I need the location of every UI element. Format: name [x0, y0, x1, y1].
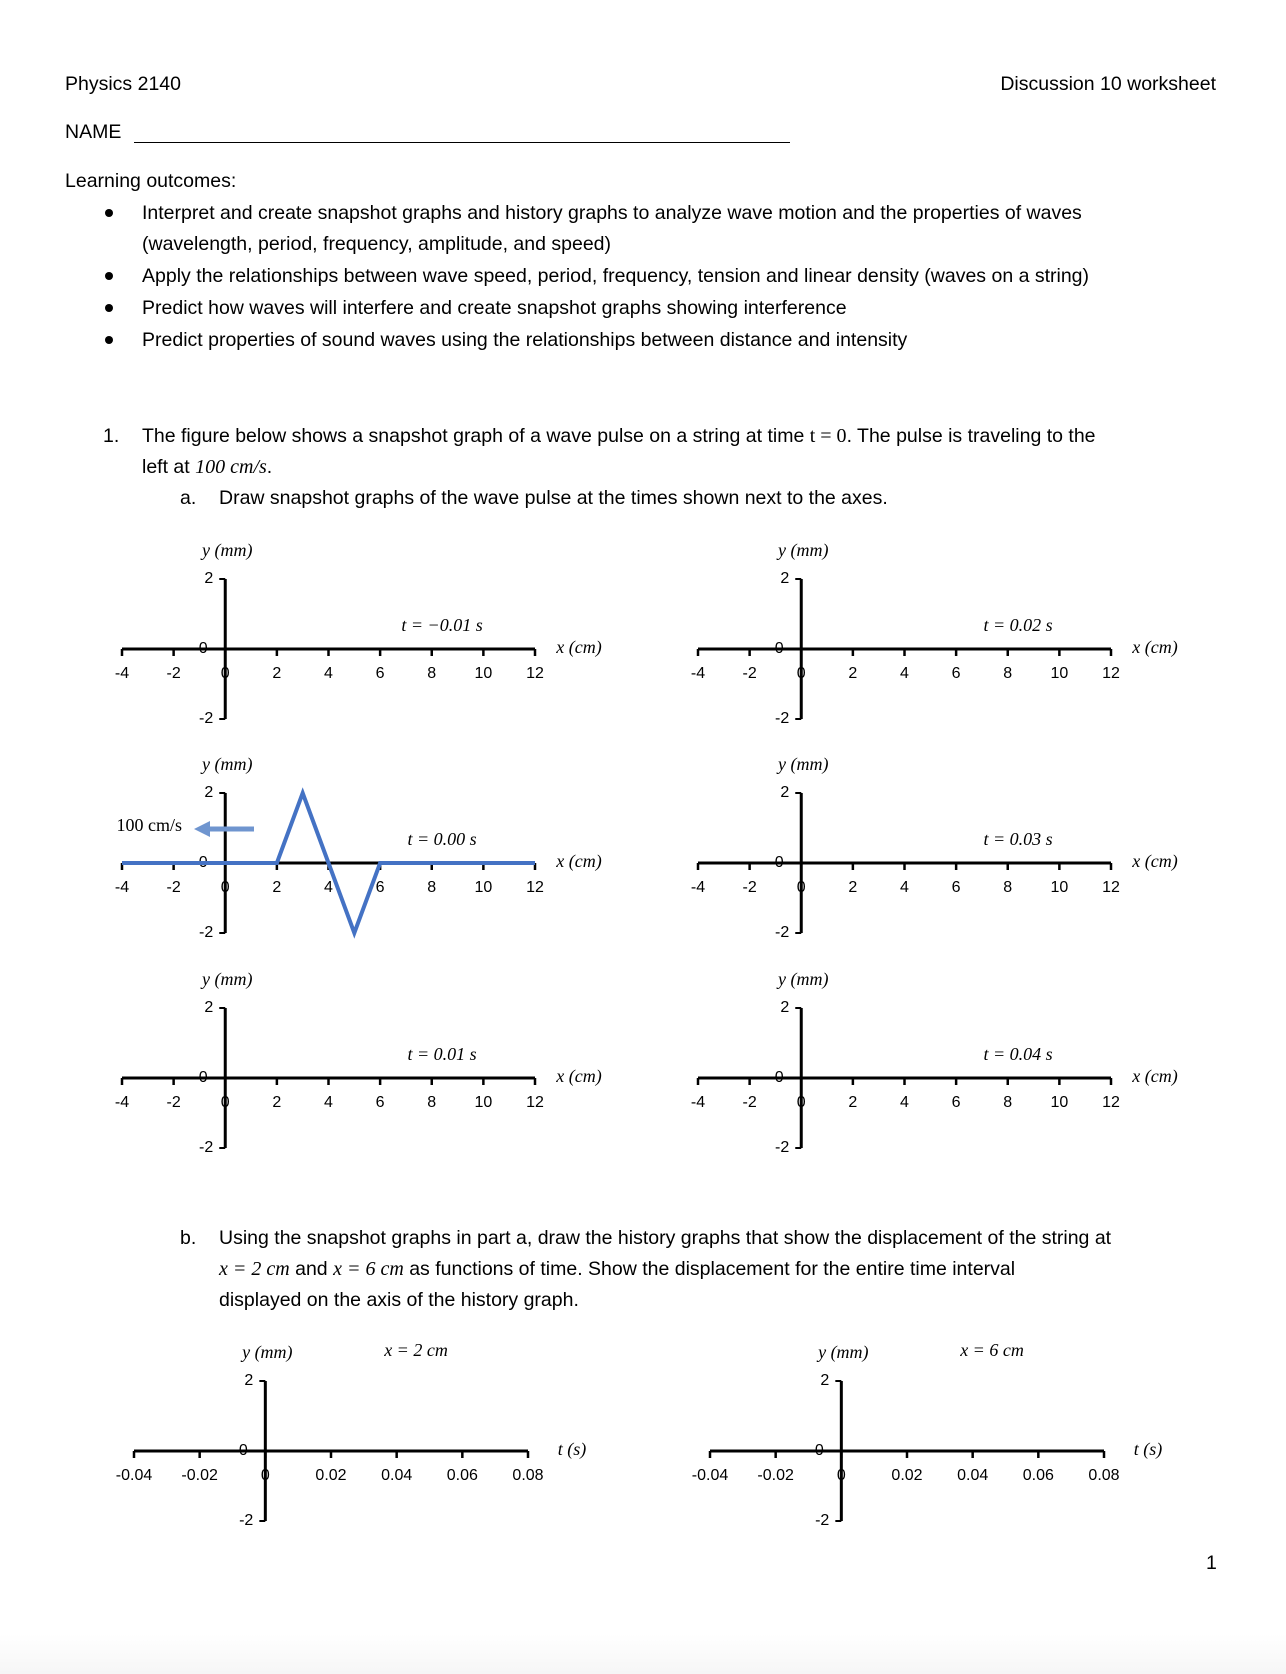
outcome-item: Predict properties of sound waves using the relationships between distance and intensity	[142, 329, 908, 351]
y-tick-label: -2	[199, 924, 214, 942]
y-axis-label: y (mm)	[202, 540, 253, 561]
x-tick-label: 12	[526, 665, 544, 683]
part-b-line1: Using the snapshot graphs in part a, draw the history graphs that show the displacement of the string at	[219, 1227, 1112, 1249]
x-tick-label: 10	[1050, 665, 1069, 683]
y-tick-label: -2	[815, 1512, 830, 1530]
arrow-head-icon	[194, 821, 210, 837]
page-number: 1	[1206, 1552, 1217, 1574]
y-axis-label: y (mm)	[778, 754, 829, 775]
x-tick-label: 10	[1050, 1094, 1069, 1112]
x-tick-label: 12	[1102, 879, 1120, 897]
velocity-label: 100 cm/s	[116, 815, 182, 836]
x-tick-label: 0	[796, 1094, 806, 1112]
time-label: t = 0.00 s	[407, 829, 477, 850]
x-tick-label: 4	[900, 1094, 909, 1112]
x-tick-label: -4	[114, 1094, 130, 1112]
graph-title: x = 6 cm	[960, 1340, 1024, 1361]
x-tick-label: 8	[427, 879, 437, 897]
x-tick-label: 12	[1102, 1094, 1120, 1112]
x-tick-label: -2	[742, 1094, 757, 1112]
graph-3	[115, 754, 602, 941]
name-label: NAME	[65, 121, 122, 143]
outcome-item: Apply the relationships between wave speed, period, frequency, tension and linear density (waves on a string)	[142, 265, 1090, 287]
x-tick-label: 0.02	[891, 1467, 923, 1485]
y-tick-label: 0	[238, 1442, 248, 1460]
x-tick-label: 0	[836, 1467, 846, 1485]
math-t0: t = 0	[809, 425, 847, 447]
graph-5	[115, 969, 602, 1156]
outcome-item: Predict how waves will interfere and create snapshot graphs showing interference	[142, 297, 847, 319]
y-tick-label: -2	[239, 1512, 254, 1530]
x-tick-label: 4	[900, 879, 909, 897]
x-tick-label: 6	[951, 879, 961, 897]
worksheet-title: Discussion 10 worksheet	[1000, 73, 1216, 95]
x-tick-label: -4	[690, 665, 706, 683]
x-tick-label: 8	[1003, 879, 1013, 897]
x-tick-label: 4	[324, 665, 333, 683]
x-tick-label: 2	[848, 1094, 858, 1112]
text: .	[266, 456, 273, 478]
x-tick-label: 0	[220, 879, 230, 897]
x-tick-label: 4	[324, 1094, 333, 1112]
x-tick-label: 0.08	[512, 1467, 544, 1485]
x-tick-label: 12	[526, 1094, 544, 1112]
math-speed: 100 cm/s	[195, 456, 267, 478]
x-tick-label: 12	[1102, 665, 1120, 683]
y-tick-label: 2	[780, 999, 790, 1017]
x-tick-label: 0.02	[315, 1467, 347, 1485]
graph-8	[692, 1340, 1162, 1529]
y-axis-label: y (mm)	[202, 754, 253, 775]
y-tick-label: 0	[774, 854, 784, 872]
x-tick-label: -0.04	[115, 1467, 153, 1485]
time-label: t = −0.01 s	[401, 615, 483, 636]
y-axis-label: y (mm)	[778, 969, 829, 990]
y-tick-label: -2	[775, 924, 790, 942]
x-axis-label: t (s)	[557, 1439, 587, 1460]
course-title: Physics 2140	[65, 73, 181, 95]
part-a-text: Draw snapshot graphs of the wave pulse at the times shown next to the axes.	[219, 487, 888, 509]
x-tick-label: -2	[166, 665, 181, 683]
y-axis-label: y (mm)	[242, 1342, 293, 1363]
pulse-line	[122, 793, 535, 933]
graph-4	[691, 754, 1178, 941]
x-tick-label: -4	[690, 879, 706, 897]
x-tick-label: 2	[272, 665, 282, 683]
x-axis-label: x (cm)	[556, 637, 602, 658]
graph-1	[115, 540, 602, 727]
x-tick-label: 0	[796, 879, 806, 897]
x-tick-label: 10	[474, 665, 493, 683]
x-tick-label: -2	[742, 879, 757, 897]
y-tick-label: 2	[204, 784, 214, 802]
time-label: t = 0.01 s	[407, 1044, 477, 1065]
x-tick-label: -4	[690, 1094, 706, 1112]
y-tick-label: 0	[198, 854, 208, 872]
x-tick-label: 0.06	[446, 1467, 478, 1485]
x-tick-label: -4	[114, 879, 130, 897]
x-tick-label: 2	[272, 1094, 282, 1112]
graph-7	[116, 1340, 586, 1529]
x-tick-label: 0.04	[381, 1467, 413, 1485]
y-tick-label: -2	[199, 1139, 214, 1157]
x-axis-label: x (cm)	[556, 851, 602, 872]
x-tick-label: -4	[114, 665, 130, 683]
x-tick-label: -2	[166, 879, 181, 897]
x-tick-label: 8	[1003, 665, 1013, 683]
x-tick-label: 2	[848, 879, 858, 897]
outcomes-heading: Learning outcomes:	[65, 170, 237, 192]
x-tick-label: -2	[742, 665, 757, 683]
x-tick-label: 10	[474, 879, 493, 897]
y-tick-label: 2	[244, 1372, 254, 1390]
y-tick-label: 0	[198, 1069, 208, 1087]
y-tick-label: 0	[814, 1442, 824, 1460]
x-tick-label: 0	[796, 665, 806, 683]
x-tick-label: 6	[375, 665, 385, 683]
y-axis-label: y (mm)	[778, 540, 829, 561]
y-axis-label: y (mm)	[818, 1342, 869, 1363]
x-tick-label: -0.02	[181, 1467, 218, 1485]
part-a-label: a.	[180, 487, 197, 509]
time-label: t = 0.04 s	[983, 1044, 1053, 1065]
graph-6	[691, 969, 1178, 1156]
y-tick-label: -2	[775, 710, 790, 728]
x-axis-label: t (s)	[1133, 1439, 1163, 1460]
x-tick-label: -2	[166, 1094, 181, 1112]
page-bottom	[0, 1634, 1286, 1674]
text: and	[289, 1258, 334, 1280]
x-tick-label: 4	[900, 665, 909, 683]
math-x2: x = 2 cm	[219, 1258, 290, 1280]
outcome-item: Interpret and create snapshot graphs and history graphs to analyze wave motion and the properties of waves	[142, 202, 1082, 224]
y-tick-label: 0	[774, 640, 784, 658]
y-tick-label: 2	[204, 570, 214, 588]
y-tick-label: 2	[780, 784, 790, 802]
x-tick-label: 0	[260, 1467, 270, 1485]
x-tick-label: 6	[951, 1094, 961, 1112]
x-tick-label: 6	[951, 665, 961, 683]
x-tick-label: 0	[220, 1094, 230, 1112]
y-tick-label: 2	[204, 999, 214, 1017]
x-tick-label: 8	[427, 665, 437, 683]
x-tick-label: 0	[220, 665, 230, 683]
x-tick-label: 0.08	[1088, 1467, 1120, 1485]
x-tick-label: 0.06	[1022, 1467, 1054, 1485]
y-tick-label: 2	[780, 570, 790, 588]
text: as functions of time. Show the displacement for the entire time interval	[403, 1258, 1016, 1280]
x-tick-label: 8	[1003, 1094, 1013, 1112]
math-x6: x = 6 cm	[333, 1258, 404, 1280]
outcome-item-cont: (wavelength, period, frequency, amplitude, and speed)	[142, 233, 612, 255]
y-tick-label: -2	[199, 710, 214, 728]
x-tick-label: -0.02	[757, 1467, 794, 1485]
x-tick-label: 0.04	[957, 1467, 989, 1485]
x-tick-label: 8	[427, 1094, 437, 1112]
y-tick-label: 0	[774, 1069, 784, 1087]
x-tick-label: 12	[526, 879, 544, 897]
x-tick-label: 6	[375, 1094, 385, 1112]
text: left at	[142, 456, 196, 478]
x-axis-label: x (cm)	[556, 1066, 602, 1087]
x-axis-label: x (cm)	[1132, 637, 1178, 658]
y-tick-label: 0	[198, 640, 208, 658]
part-b-label: b.	[180, 1227, 197, 1249]
text: The figure below shows a snapshot graph of a wave pulse on a string at time	[142, 425, 810, 447]
y-axis-label: y (mm)	[202, 969, 253, 990]
text: . The pulse is traveling to the	[846, 425, 1096, 447]
question-number: 1.	[103, 425, 120, 447]
x-tick-label: 4	[324, 879, 333, 897]
x-axis-label: x (cm)	[1132, 851, 1178, 872]
x-axis-label: x (cm)	[1132, 1066, 1178, 1087]
x-tick-label: 10	[474, 1094, 493, 1112]
graph-title: x = 2 cm	[384, 1340, 448, 1361]
time-label: t = 0.03 s	[983, 829, 1053, 850]
x-tick-label: -0.04	[691, 1467, 729, 1485]
y-tick-label: -2	[775, 1139, 790, 1157]
graph-2	[691, 540, 1178, 727]
x-tick-label: 2	[272, 879, 282, 897]
y-tick-label: 2	[820, 1372, 830, 1390]
x-tick-label: 2	[848, 665, 858, 683]
x-tick-label: 6	[375, 879, 385, 897]
part-b-line3: displayed on the axis of the history graph.	[219, 1289, 579, 1311]
x-tick-label: 10	[1050, 879, 1069, 897]
time-label: t = 0.02 s	[983, 615, 1053, 636]
